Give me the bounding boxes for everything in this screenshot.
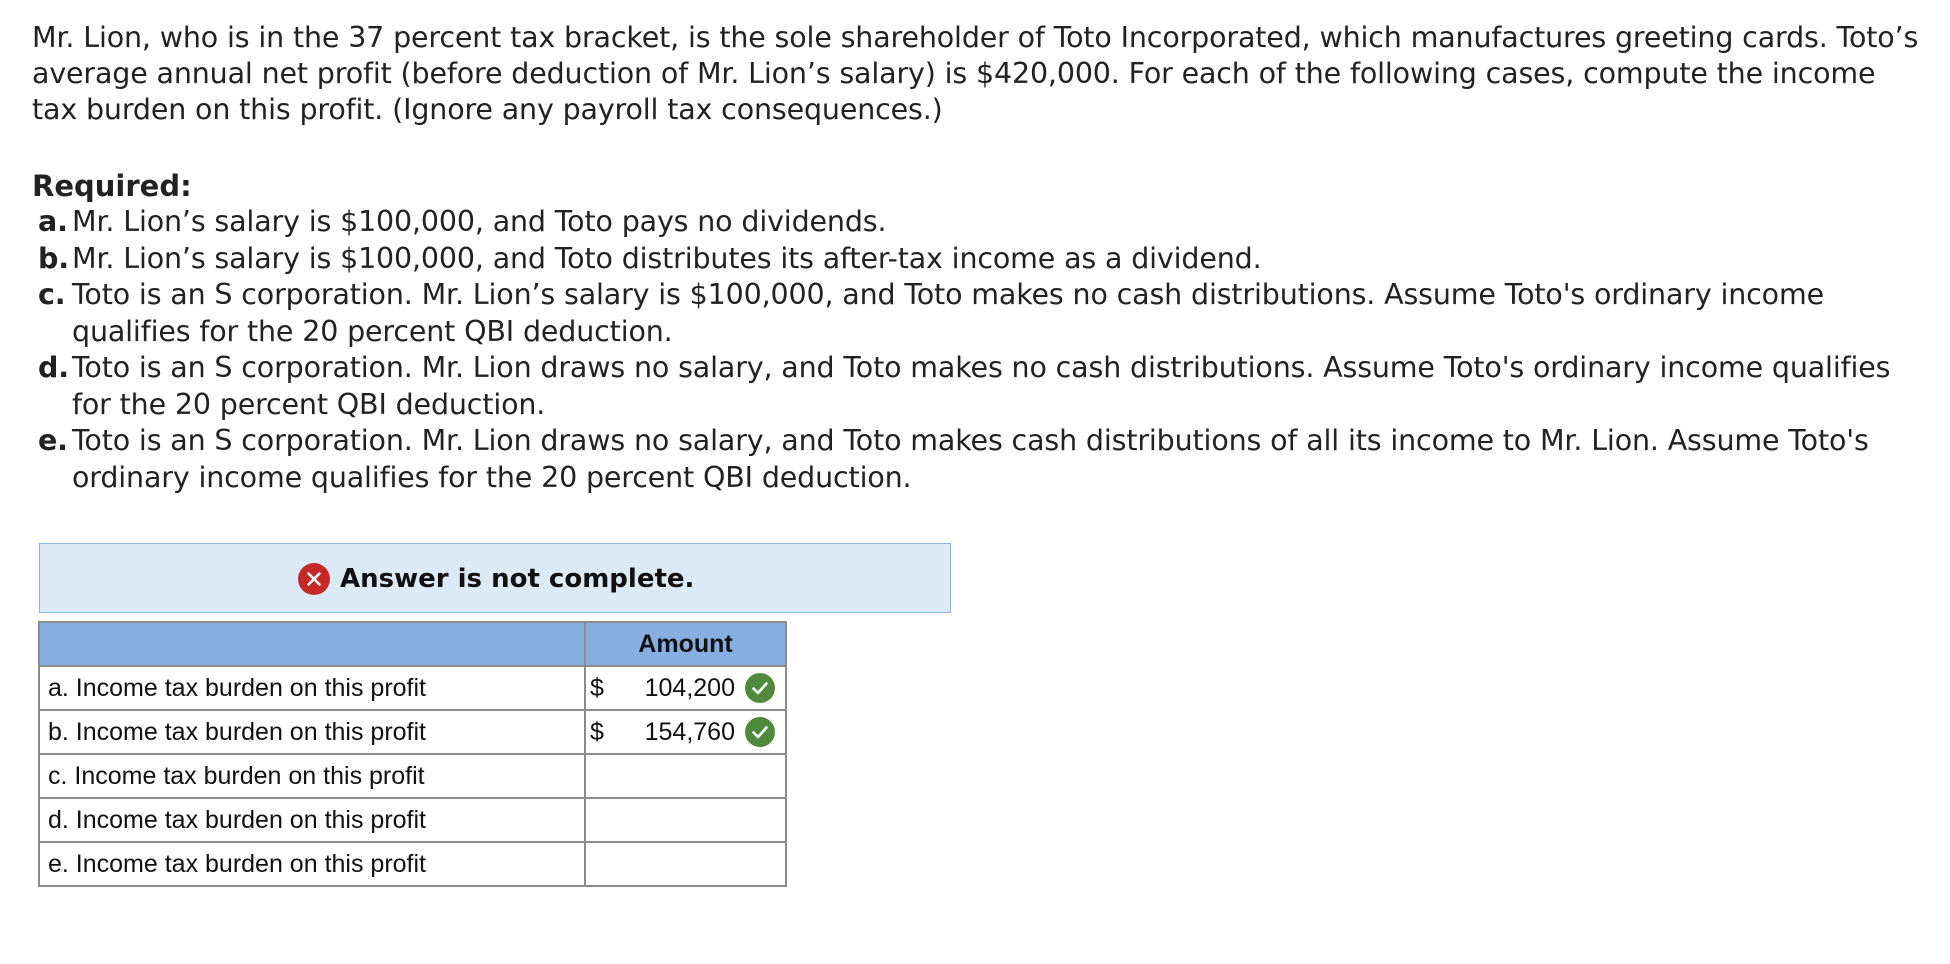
x-circle-icon bbox=[298, 563, 330, 595]
amount-input[interactable] bbox=[586, 843, 785, 885]
row-label: c. Income tax burden on this profit bbox=[39, 754, 585, 798]
amount-cell[interactable] bbox=[585, 710, 786, 754]
check-circle-icon bbox=[745, 673, 775, 703]
requirement-text: Toto is an S corporation. Mr. Lion’s salary is $100,000, and Toto makes no cash distributions. Assume Toto's ordinary income qualifies for the 20 percent QBI deduction. bbox=[72, 278, 1824, 348]
row-label: d. Income tax burden on this profit bbox=[39, 798, 585, 842]
table-header-row bbox=[39, 622, 786, 666]
requirement-letter: a. bbox=[38, 205, 68, 238]
table-row bbox=[39, 754, 786, 798]
requirement-a bbox=[38, 204, 1928, 241]
currency-symbol: $ bbox=[590, 674, 604, 702]
requirements-list bbox=[38, 204, 1928, 496]
currency-symbol: $ bbox=[590, 718, 604, 746]
amount-input[interactable] bbox=[586, 799, 785, 841]
amount-cell[interactable] bbox=[585, 666, 786, 710]
row-label: b. Income tax burden on this profit bbox=[39, 710, 585, 754]
requirement-d bbox=[38, 350, 1928, 423]
amount-cell[interactable] bbox=[585, 798, 786, 842]
requirement-letter: e. bbox=[38, 424, 68, 457]
requirement-c bbox=[38, 277, 1928, 350]
requirement-b bbox=[38, 241, 1928, 278]
requirement-letter: c. bbox=[38, 278, 66, 311]
answer-table bbox=[38, 621, 787, 887]
amount-cell[interactable] bbox=[585, 754, 786, 798]
answer-status-banner bbox=[39, 543, 951, 613]
requirement-text: Mr. Lion’s salary is $100,000, and Toto distributes its after-tax income as a dividend. bbox=[72, 241, 1262, 275]
amount-value: 104,200 bbox=[644, 674, 735, 702]
answer-status-content bbox=[298, 563, 694, 595]
requirement-letter: b. bbox=[38, 241, 69, 275]
table-row bbox=[39, 666, 786, 710]
requirement-text: Toto is an S corporation. Mr. Lion draws no salary, and Toto makes no cash distributions. Assume Toto's ordinary income qualifies for the 20 percent QBI deduction. bbox=[72, 351, 1891, 421]
amount-input[interactable] bbox=[586, 755, 785, 797]
check-circle-icon bbox=[745, 717, 775, 747]
requirement-e bbox=[38, 423, 1928, 496]
requirement-letter: d. bbox=[38, 351, 69, 384]
requirement-text: Mr. Lion’s salary is $100,000, and Toto pays no dividends. bbox=[72, 205, 887, 238]
amount-column-header: Amount bbox=[585, 622, 786, 666]
table-row bbox=[39, 842, 786, 886]
amount-input[interactable] bbox=[586, 711, 785, 753]
requirement-text: Toto is an S corporation. Mr. Lion draws no salary, and Toto makes cash distributions of all its income to Mr. Lion. Assume Toto's ordinary income qualifies for the 20 percent QBI deduction. bbox=[72, 424, 1869, 494]
amount-input[interactable] bbox=[586, 667, 785, 709]
answer-status-message: Answer is not complete. bbox=[340, 564, 695, 594]
amount-cell[interactable] bbox=[585, 842, 786, 886]
table-row bbox=[39, 798, 786, 842]
row-label: e. Income tax burden on this profit bbox=[39, 842, 585, 886]
label-column-header bbox=[39, 622, 585, 666]
row-label: a. Income tax burden on this profit bbox=[39, 666, 585, 710]
table-row bbox=[39, 710, 786, 754]
required-heading: Required: bbox=[32, 169, 192, 203]
question-intro: Mr. Lion, who is in the 37 percent tax bracket, is the sole shareholder of Toto Incorporated, which manufactures greeting cards. Toto’s average annual net profit (before deduction of Mr. Lion’s salary) is $420,000. For each of the following cases, compute the income tax burden on this profit. (Ignore any payroll tax consequences.) bbox=[32, 21, 1919, 126]
amount-value: 154,760 bbox=[644, 718, 735, 746]
